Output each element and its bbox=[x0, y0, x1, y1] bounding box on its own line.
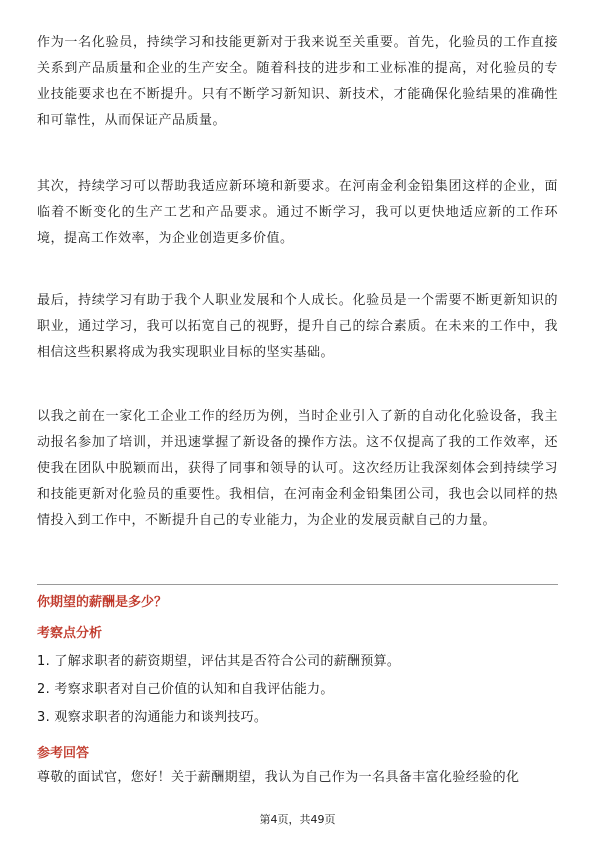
body-paragraph-3: 最后，持续学习有助于我个人职业发展和个人成长。化验员是一个需要不断更新知识的职业，通过学习，我可以拓宽自己的视野，提升自己的综合素质。在未来的工作中，我相信这些积累将成为我实现职业目标的坚实基础。 bbox=[37, 293, 558, 360]
page-number-footer: 第4页，共49页 bbox=[259, 813, 336, 826]
list-item: 1. 了解求职者的薪资期望，评估其是否符合公司的薪酬预算。 bbox=[37, 654, 401, 669]
answer-heading: 参考回答 bbox=[37, 746, 90, 761]
question-heading: 你期望的薪酬是多少？ bbox=[37, 595, 168, 610]
body-paragraph-4: 以我之前在一家化工企业工作的经历为例，当时企业引入了新的自动化化验设备，我主动报名参加了培训，并迅速掌握了新设备的操作方法。这不仅提高了我的工作效率，还使我在团队中脱颖而出，获得了同事和领导的认可。这次经历让我深刻体会到持续学习和技能更新对化验员的重要性。我相信，在河南金利金铅集团公司，我也会以同样的热情投入到工作中，不断提升自己的专业能力，为企业的发展贡献自己的力量。 bbox=[37, 409, 558, 528]
section-divider bbox=[37, 584, 558, 585]
body-paragraph-1: 作为一名化验员，持续学习和技能更新对于我来说至关重要。首先，化验员的工作直接关系到产品质量和企业的生产安全。随着科技的进步和工业标准的提高，对化验员的专业技能要求也在不断提升。只有不断学习新知识、新技术，才能确保化验结果的准确性和可靠性，从而保证产品质量。 bbox=[37, 35, 558, 128]
points-list bbox=[37, 648, 558, 732]
points-heading: 考察点分析 bbox=[37, 626, 103, 641]
list-item: 3. 观察求职者的沟通能力和谈判技巧。 bbox=[37, 710, 268, 725]
answer-text: 尊敬的面试官，您好！关于薪酬期望，我认为自己作为一名具备丰富化验经验的化 bbox=[37, 770, 520, 785]
body-paragraph-2: 其次，持续学习可以帮助我适应新环境和新要求。在河南金利金铅集团这样的企业，面临着不断变化的生产工艺和产品要求。通过不断学习，我可以更快地适应新的工作环境，提高工作效率，为企业创造更多价值。 bbox=[37, 179, 558, 246]
list-item: 2. 考察求职者对自己价值的认知和自我评估能力。 bbox=[37, 682, 334, 697]
